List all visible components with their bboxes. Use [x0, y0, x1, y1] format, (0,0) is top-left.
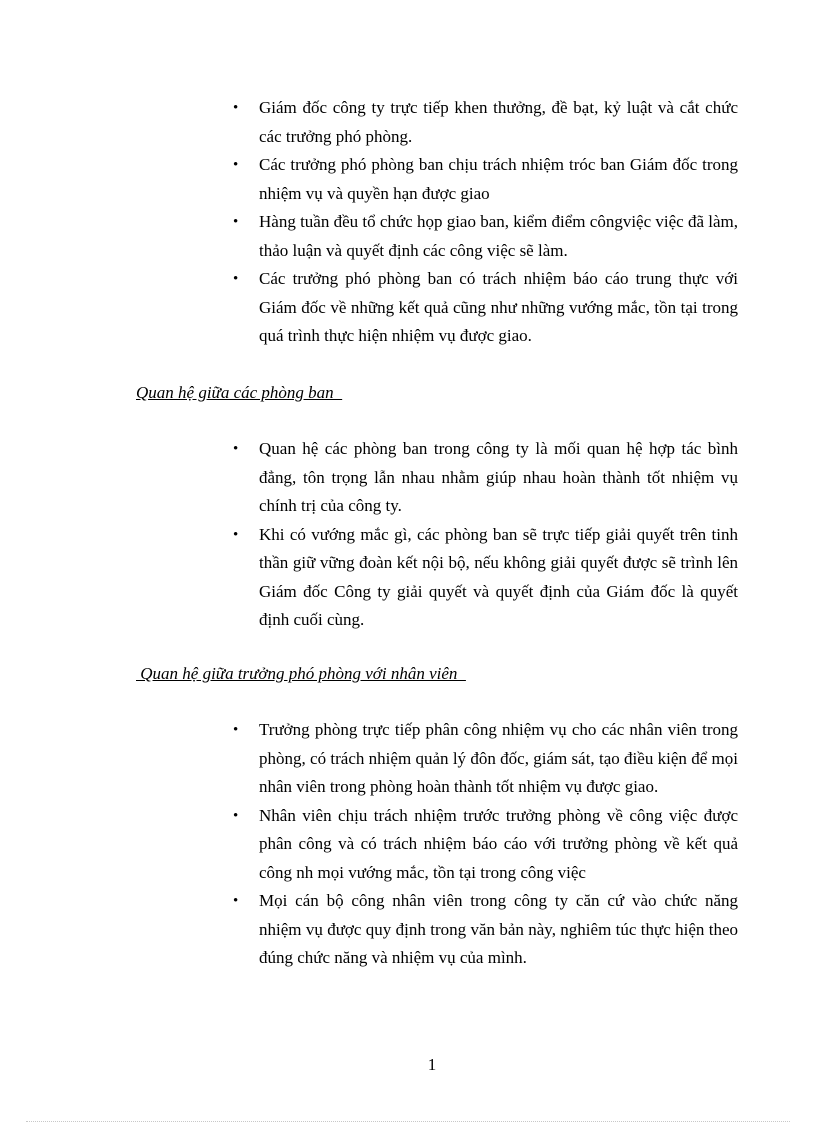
- list-item: [228, 887, 738, 973]
- bullet-list-managers-staff: [228, 716, 738, 973]
- list-item-text: Quan hệ các phòng ban trong công ty là mối quan hệ hợp tác bình đẳng, tôn trọng lẫn nhau nhằm giúp nhau hoàn thành tốt nhiệm vụ chính trị của công ty.: [259, 439, 738, 515]
- list-item-text: Các trưởng phó phòng ban chịu trách nhiệm tróc ban Giám đốc trong nhiệm vụ và quyền hạn được giao: [259, 155, 738, 203]
- list-item-text: Hàng tuần đều tổ chức họp giao ban, kiểm điểm côngviệc việc đã làm, thảo luận và quyết định các công việc sẽ làm.: [259, 212, 738, 260]
- bullet-icon: •: [233, 722, 239, 738]
- list-item-text: Nhân viên chịu trách nhiệm trước trưởng phòng về công việc được phân công và có trách nhiệm báo cáo với trưởng phòng về kết quả công nh mọi vướng mắc, tồn tại trong công việc: [259, 805, 738, 882]
- list-item: [228, 435, 738, 521]
- page-number: 1: [427, 1055, 437, 1074]
- list-item-text: Mọi cán bộ công nhân viên trong công ty căn cứ vào chức năng nhiệm vụ được quy định trong văn bản này, nghiêm túc thực hiện theo đúng chức năng và nhiệm vụ của mình.: [259, 891, 738, 967]
- list-item: [228, 208, 738, 265]
- list-item-text: Các trưởng phó phòng ban có trách nhiệm báo cáo trung thực với Giám đốc về những kết quả cũng như những vướng mắc, tồn tại trong quá trình thực hiện nhiệm vụ được giao.: [259, 269, 738, 345]
- bullet-icon: •: [233, 807, 239, 824]
- list-item: [228, 94, 738, 151]
- list-item-text: Giám đốc công ty trực tiếp khen thưởng, đề bạt, kỷ luật và cắt chức các trưởng phó phòng.: [259, 98, 738, 146]
- bullet-list-responsibilities: [228, 94, 738, 351]
- list-item: [228, 521, 738, 635]
- bullet-icon: •: [233, 526, 239, 543]
- bullet-icon: •: [233, 893, 239, 909]
- page-bottom-divider: [26, 1121, 790, 1122]
- list-item-text: Trưởng phòng trực tiếp phân công nhiệm vụ cho các nhân viên trong phòng, có trách nhiệm quản lý đôn đốc, giám sát, tạo điều kiện để mọi nhân viên trong phòng hoàn thành tốt nhiệm vụ được giao.: [259, 720, 738, 796]
- bullet-icon: •: [233, 100, 239, 116]
- section-heading-departments: Quan hệ giữa các phòng ban: [136, 383, 343, 402]
- bullet-icon: •: [233, 271, 239, 287]
- list-item: [228, 151, 738, 208]
- bullet-icon: •: [233, 441, 239, 457]
- section-heading-managers-staff: Quan hệ giữa trưởng phó phòng với nhân viên: [136, 664, 466, 683]
- list-item-text: Khi có vướng mắc gì, các phòng ban sẽ trực tiếp giải quyết trên tinh thần giữ vững đoàn kết nội bộ, nếu không giải quyết được sẽ trình lên Giám đốc Công ty giải quyết và quyết định của Giám đốc là quyết định cuối cùng.: [259, 524, 738, 629]
- bullet-icon: •: [233, 157, 239, 173]
- list-item: [228, 716, 738, 802]
- bullet-list-departments: [228, 435, 738, 635]
- list-item: [228, 802, 738, 888]
- list-item: [228, 265, 738, 351]
- bullet-icon: •: [233, 214, 239, 230]
